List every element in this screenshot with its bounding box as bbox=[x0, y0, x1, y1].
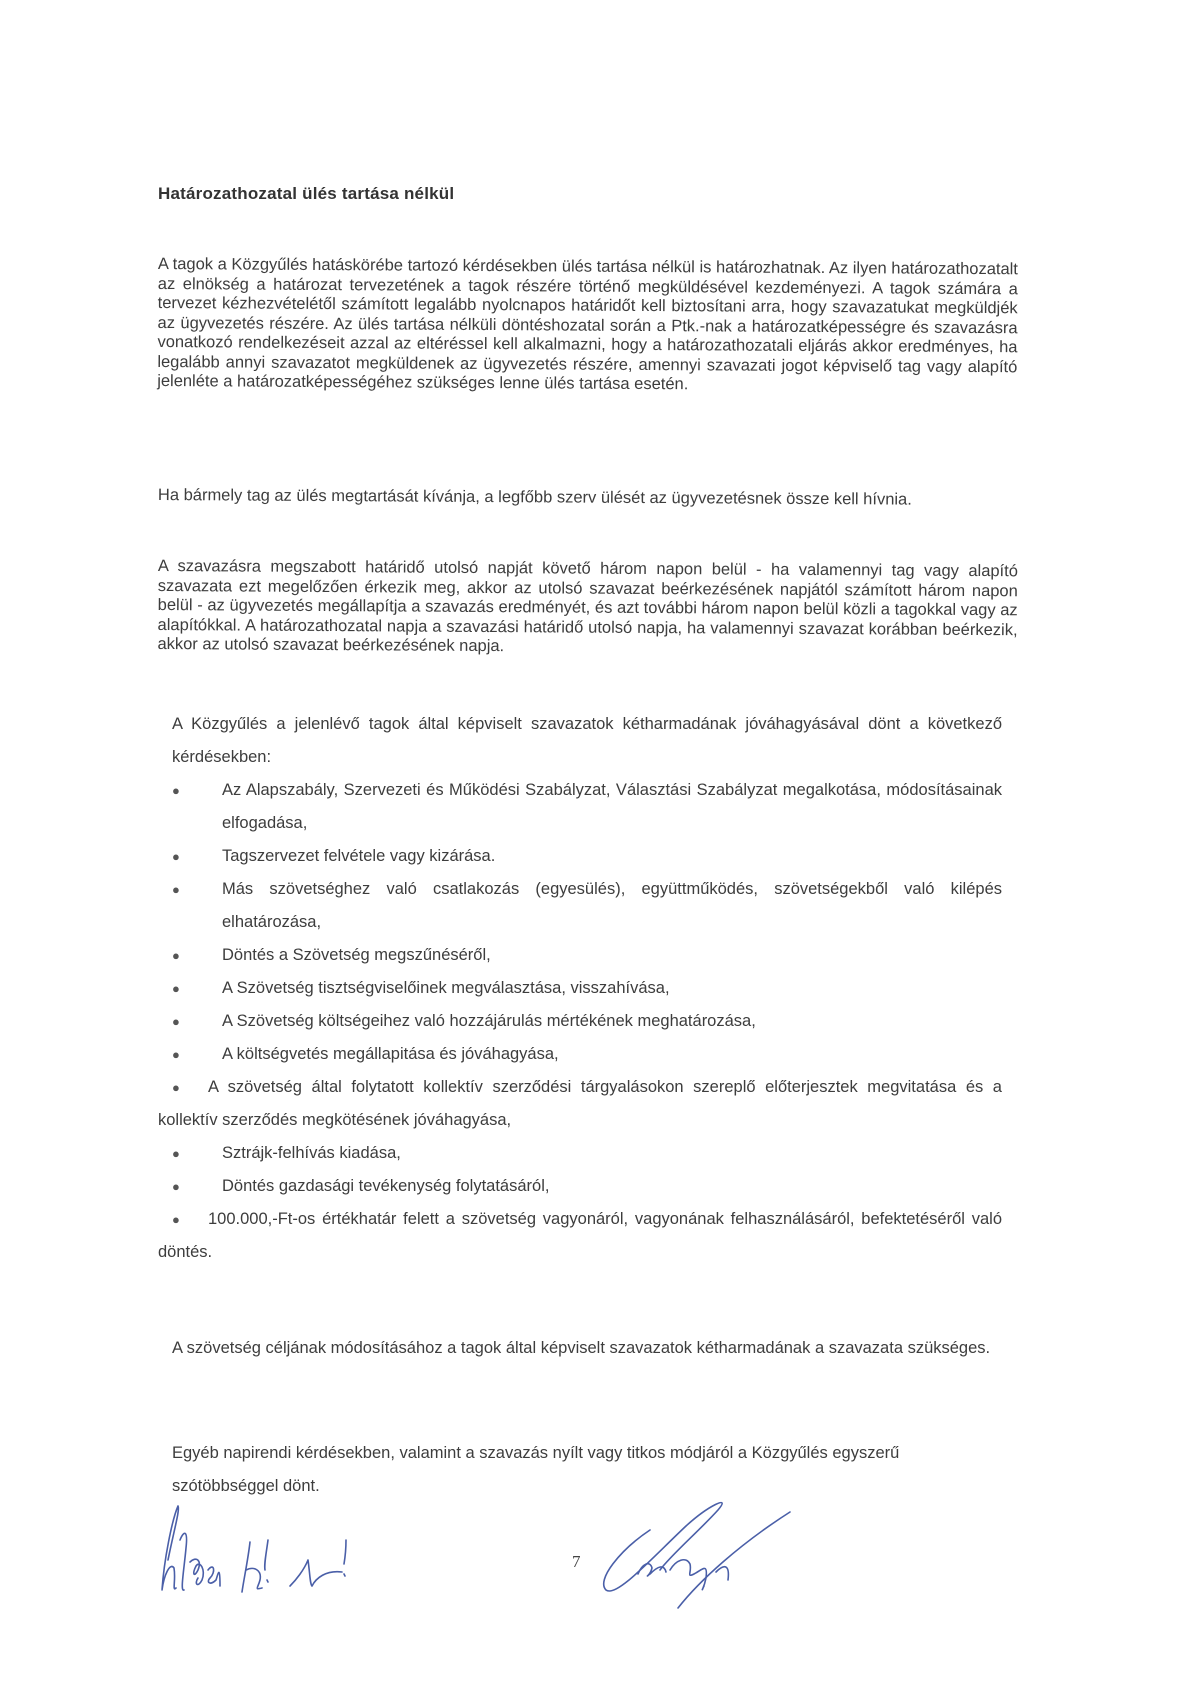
signature-stroke bbox=[670, 1560, 706, 1590]
signature-stroke bbox=[180, 1533, 187, 1590]
bullet-icon: ● bbox=[172, 1080, 180, 1095]
signature-left bbox=[150, 1500, 430, 1610]
list-item: ● Sztrájk-felhívás kiadása, bbox=[172, 1137, 1002, 1170]
bullet-icon: ● bbox=[172, 981, 180, 996]
list-item: ● Tagszervezet felvétele vagy kizárása. bbox=[172, 840, 1002, 873]
bullet-icon: ● bbox=[172, 1146, 180, 1161]
signature-stroke bbox=[290, 1560, 342, 1586]
signature-stroke bbox=[242, 1542, 262, 1592]
section-heading: Határozathozatal ülés tartása nélkül bbox=[158, 184, 455, 203]
list-item: ● 100.000,-Ft-os értékhatár felett a szövetség vagyonáról, vagyonának felhasználásáról, befektetéséről való döntés. bbox=[158, 1203, 1002, 1269]
bullet-icon: ● bbox=[172, 882, 180, 897]
signature-stroke bbox=[265, 1540, 268, 1582]
decision-list bbox=[158, 774, 1002, 1269]
list-intro: A Közgyűlés a jelenlévő tagok által képviselt szavazatok kétharmadának jóváhagyásával dönt a következő kérdésekben: bbox=[172, 715, 1002, 766]
bullet-icon: ● bbox=[172, 1014, 180, 1029]
signature-stroke bbox=[162, 1506, 178, 1590]
list-item: ● A Szövetség tisztségviselőinek megválasztása, visszahívása, bbox=[172, 972, 1002, 1005]
bullet-icon: ● bbox=[172, 1212, 180, 1227]
paragraph-other-agenda: Egyéb napirendi kérdésekben, valamint a szavazás nyílt vagy titkos módjáról a Közgyűlés egyszerű szótöbbséggel dönt. bbox=[172, 1444, 900, 1495]
bullet-icon: ● bbox=[172, 783, 180, 798]
signature-stroke bbox=[190, 1559, 203, 1584]
list-item: ● Más szövetséghez való csatlakozás (egyesülés), együttműködés, szövetségekből való kilépés elhatározása, bbox=[172, 873, 1002, 939]
signature-stroke bbox=[344, 1540, 346, 1576]
bullet-icon: ● bbox=[172, 849, 180, 864]
signature-stroke bbox=[678, 1512, 790, 1608]
list-item: ● A költségvetés megállapitása és jóváhagyása, bbox=[172, 1038, 1002, 1071]
list-item: ● Döntés a Szövetség megszűnéséről, bbox=[172, 939, 1002, 972]
paragraph-purpose-modification: A szövetség céljának módosításához a tagok által képviselt szavazatok kétharmadának a szavazata szükséges. bbox=[172, 1339, 991, 1357]
signature-stroke bbox=[716, 1567, 728, 1580]
signature-stroke bbox=[208, 1567, 220, 1586]
list-item: ● A Szövetség költségeihez való hozzájárulás mértékének meghatározása, bbox=[172, 1005, 1002, 1038]
bullet-icon: ● bbox=[172, 948, 180, 963]
list-item: ● A szövetség által folytatott kollektív szerződési tárgyalásokon szereplő előterjesztek megvitatása és a kollektív szerződés megkötésének jóváhagyása, bbox=[158, 1071, 1002, 1137]
list-item: ● Az Alapszabály, Szervezeti és Működési Szabályzat, Választási Szabályzat megalkotása, módosításainak elfogadása, bbox=[172, 774, 1002, 840]
paragraph-vote-result-deadline: A szavazásra megszabott határidő utolsó napját követő három napon belül - ha valamennyi tag vagy alapító szavazata ezt megelőzően érkezik meg, akkor az utolsó szavazat beérkezésének napjától számított három napon belül - az ügyvezetés megállapítja a szavazás eredményét, és azt további három napon belül közli a tagokkal vagy az alapítókkal. A határozathozatal napja a szavazási határidő utolsó napja, ha valamennyi szavazat korábban beérkezik, akkor az utolsó szavazat beérkezésének napja. bbox=[157, 557, 1018, 656]
list-item: ● Döntés gazdasági tevékenység folytatásáról, bbox=[172, 1170, 1002, 1203]
signature-right bbox=[590, 1490, 820, 1620]
signature-stroke bbox=[604, 1503, 722, 1591]
bullet-icon: ● bbox=[172, 1047, 180, 1062]
paragraph-voting-without-meeting: A tagok a Közgyűlés hatáskörébe tartozó kérdésekben ülés tartása nélkül is határozhatnak. Az ilyen határozathozatalt az elnökség a határozat tervezetének a tagok részére történő megküldésével kezdeményezi. A tagok számára a tervezet kézhezvételétől számított legalább nyolcnapos határidőt kell biztosítani arra, hogy szavazatukat megküldjék az ügyvezetés részére. Az ülés tartása nélküli döntéshozatal során a Ptk.-nak a határozatképességre és szavazásra vonatkozó rendelkezéseit azzal az eltéréssel kell alkalmazni, hogy a határozathozatali eljárás akkor eredményes, ha legalább annyi szavazatot megküldenek az ügyvezetés részére, amennyi szavazati jogot képviselő tag vagy alapító jelenléte a határozatképességéhez szükséges lenne ülés tartása esetén. bbox=[157, 255, 1018, 394]
signature-stroke bbox=[638, 1564, 666, 1576]
bullet-icon: ● bbox=[172, 1179, 180, 1194]
page-number: 7 bbox=[572, 1552, 581, 1571]
paragraph-meeting-request: Ha bármely tag az ülés megtartását kívánja, a legfőbb szerv ülését az ügyvezetésnek össze kell hívnia. bbox=[157, 486, 912, 509]
